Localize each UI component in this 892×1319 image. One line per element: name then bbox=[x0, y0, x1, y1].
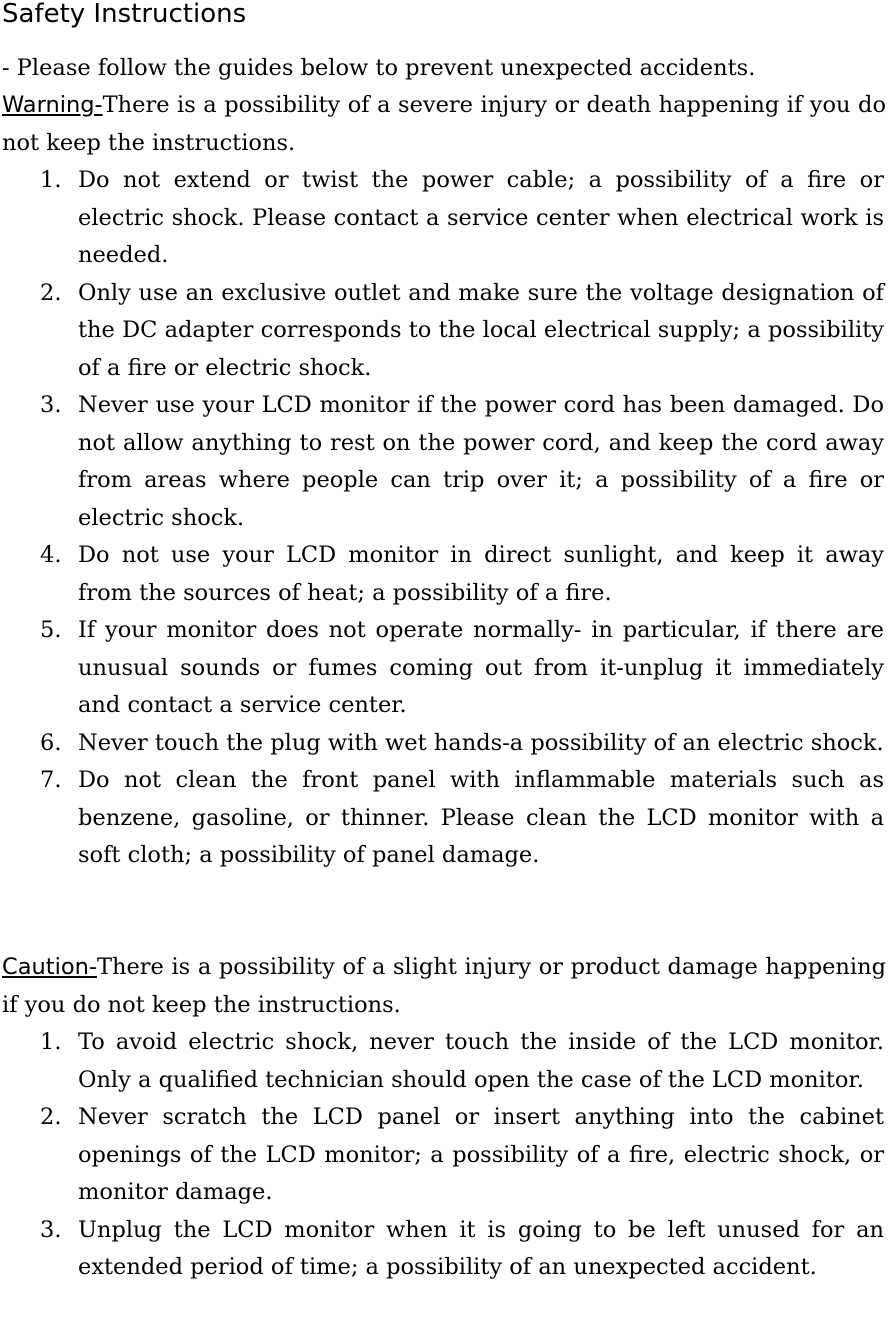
warning-text: There is a possibility of a severe injury or death happening if you do not keep the instructions. bbox=[2, 92, 886, 156]
item-number: 3. bbox=[40, 1216, 62, 1243]
list-item bbox=[0, 387, 884, 537]
list-item bbox=[0, 275, 884, 388]
item-text: Do not clean the front panel with inflammable materials such as benzene, gasoline, or thinner. Please clean the LCD monitor with a soft cloth; a possibility of panel damage. bbox=[78, 767, 884, 868]
caution-label: Caution- bbox=[2, 954, 97, 980]
intro-line: - Please follow the guides below to prevent unexpected accidents. bbox=[2, 55, 756, 81]
item-text: Never scratch the LCD panel or insert anything into the cabinet openings of the LCD monitor; a possibility of a fire, electric shock, or monitor damage. bbox=[78, 1104, 884, 1205]
item-text: If your monitor does not operate normally- in particular, if there are unusual sounds or fumes coming out from it-unplug it immediately and contact a service center. bbox=[78, 617, 884, 718]
item-text: Only use an exclusive outlet and make sure the voltage designation of the DC adapter corresponds to the local electrical supply; a possibility of a fire or electric shock. bbox=[78, 279, 884, 381]
item-number: 4. bbox=[40, 542, 62, 568]
item-text: Unplug the LCD monitor when it is going to be left unused for an extended period of time; a possibility of an unexpected accident. bbox=[78, 1216, 884, 1280]
item-number: 2. bbox=[40, 1104, 62, 1130]
caution-text: There is a possibility of a slight injury or product damage happening if you do not keep the instructions. bbox=[2, 954, 886, 1018]
list-item bbox=[0, 537, 884, 612]
item-number: 1. bbox=[40, 167, 62, 193]
list-item bbox=[0, 762, 884, 875]
page-title: Safety Instructions bbox=[2, 0, 247, 29]
warning-label: Warning- bbox=[2, 92, 103, 118]
item-number: 2. bbox=[40, 279, 62, 306]
warning-list bbox=[0, 162, 884, 875]
item-text: Never touch the plug with wet hands-a possibility of an electric shock. bbox=[78, 729, 884, 756]
item-number: 7. bbox=[40, 767, 62, 793]
list-item bbox=[0, 725, 884, 763]
caution-paragraph bbox=[2, 949, 886, 1024]
caution-list bbox=[0, 1024, 884, 1287]
item-number: 5. bbox=[40, 617, 62, 643]
warning-paragraph bbox=[2, 87, 886, 162]
list-item bbox=[0, 612, 884, 725]
list-item bbox=[0, 162, 884, 275]
list-item bbox=[0, 1099, 884, 1212]
item-text: Do not use your LCD monitor in direct sunlight, and keep it away from the sources of heat; a possibility of a fire. bbox=[78, 542, 884, 606]
item-text: Never use your LCD monitor if the power cord has been damaged. Do not allow anything to rest on the power cord, and keep the cord away from areas where people can trip over it; a possibility of a fire or electric shock. bbox=[78, 392, 884, 531]
item-number: 1. bbox=[40, 1029, 62, 1055]
item-number: 6. bbox=[40, 729, 62, 756]
item-number: 3. bbox=[40, 392, 62, 418]
list-item bbox=[0, 1024, 884, 1099]
list-item bbox=[0, 1212, 884, 1287]
item-text: Do not extend or twist the power cable; a possibility of a fire or electric shock. Please contact a service center when electrical work is needed. bbox=[78, 167, 884, 268]
item-text: To avoid electric shock, never touch the inside of the LCD monitor. Only a qualified technician should open the case of the LCD monitor. bbox=[78, 1029, 884, 1093]
